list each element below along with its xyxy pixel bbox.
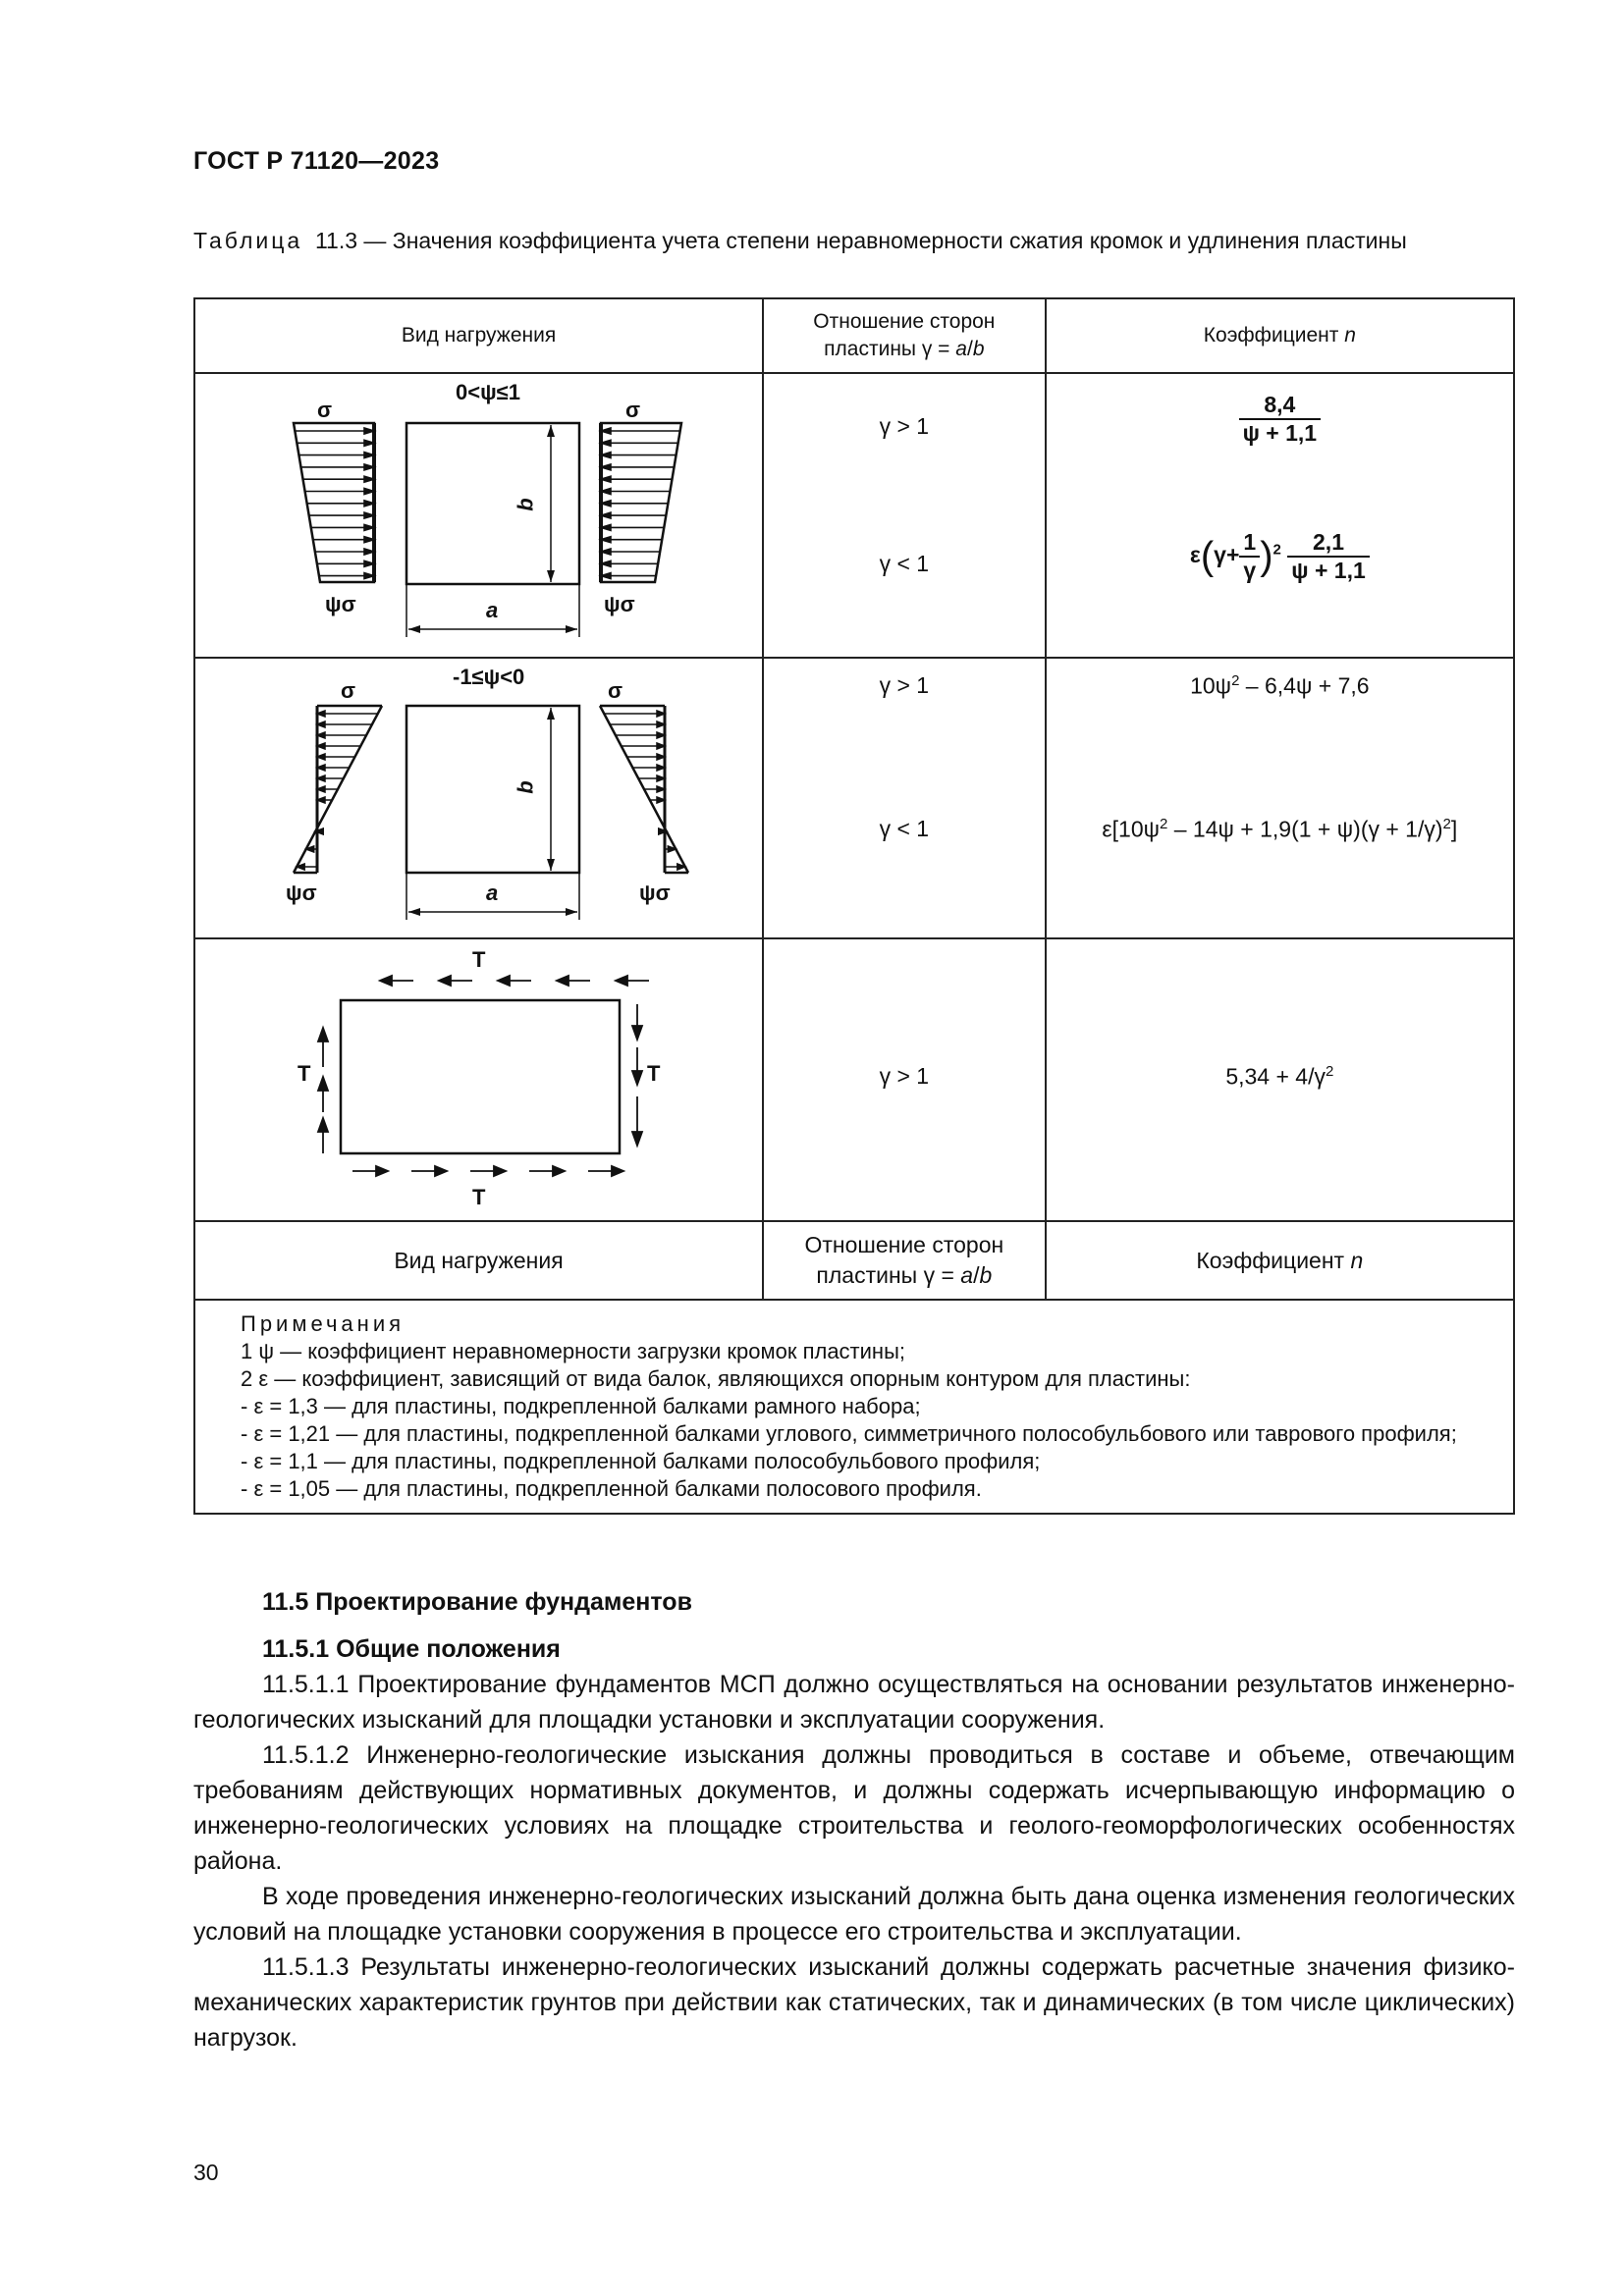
diagram-cell-shear — [194, 938, 763, 1221]
coefficient-formula-2: ε(γ+ $\frac{1}{\gamma}$ )$^2$ $\frac{2,1}{\psi + 1,1}$ — [1047, 529, 1513, 584]
psi-sigma-label-right: ψσ — [604, 592, 635, 616]
ratio-gt-1: γ > 1 — [879, 672, 930, 698]
coefficient-cell — [1046, 373, 1514, 658]
compression-diagram-negative — [195, 659, 765, 937]
coefficient-formula-1: $\frac{8,4}{\psi + 1,1}$ — [1047, 392, 1513, 447]
document-header: ГОСТ Р 71120—2023 — [193, 147, 440, 175]
note-item: - ε = 1,3 — для пластины, подкрепленной балками рамного набора; — [241, 1394, 921, 1418]
table-caption-label: Таблица — [193, 228, 303, 253]
header-ratio: Отношение сторон пластины γ = a/b — [763, 298, 1046, 373]
note-item: 2 ε — коэффициент, зависящий от вида балок, являющихся опорным контуром для пластины: — [241, 1366, 1191, 1391]
right-stress-trapezoid — [601, 423, 681, 582]
table-row — [194, 373, 1514, 658]
footer-ratio: Отношение сторон пластины γ = a/b — [763, 1221, 1046, 1300]
notes-title: Примечания — [241, 1311, 406, 1336]
shear-label-right: T — [647, 1061, 661, 1086]
sigma-label-right: σ — [625, 398, 641, 422]
shear-label-top: T — [472, 947, 486, 972]
ratio-gt-1: γ > 1 — [879, 1063, 930, 1089]
note-item: - ε = 1,21 — для пластины, подкрепленной балками углового, симметричного полособульбового или таврового профиля; — [241, 1421, 1457, 1446]
coefficient-cell — [1046, 938, 1514, 1221]
right-stress-triangle — [600, 706, 688, 873]
diagram-cell-compression-positive — [194, 373, 763, 658]
table-notes — [194, 1300, 1514, 1514]
paragraph: 11.5.1.2 Инженерно-геологические изыскания должны проводиться в составе и объеме, отвечающим требованиям действующих нормативных документов, и должны содержать исчерпывающую информацию о инженерно-геологических условиях на площадке строительства и геолого-геоморфологических особенностях района. — [193, 1741, 1515, 1875]
side-b-label: b — [513, 780, 538, 794]
note-item: - ε = 1,05 — для пластины, подкрепленной балками полосового профиля. — [241, 1476, 982, 1501]
section-title: 11.5 Проектирование фундаментов — [262, 1588, 692, 1616]
coefficient-table — [193, 297, 1515, 1515]
note-item: 1 ψ — коэффициент неравномерности загрузки кромок пластины; — [241, 1339, 905, 1363]
ratio-cell — [763, 373, 1046, 658]
table-caption-text: 11.3 — Значения коэффициента учета степени неравномерности сжатия кромок и удлинения пластины — [314, 228, 1407, 253]
ratio-lt-1: γ < 1 — [879, 816, 930, 841]
psi-sigma-label-left: ψσ — [325, 592, 356, 616]
coefficient-formula-1: $10\psi^2 - 6,4\psi + 7,6$ — [1190, 672, 1370, 699]
coefficient-cell — [1046, 658, 1514, 938]
side-b-label: b — [513, 498, 538, 511]
side-a-label: a — [486, 598, 499, 622]
side-a-label: a — [486, 881, 499, 905]
paragraph: В ходе проведения инженерно-геологических изысканий должна быть дана оценка изменения геологических условий на площадке установки сооружения в процессе его строительства и эксплуатации. — [193, 1883, 1515, 1946]
psi-sigma-label-right: ψσ — [639, 881, 671, 905]
plate-rectangle — [341, 1000, 620, 1153]
ratio-lt-1: γ < 1 — [879, 551, 930, 576]
header-coefficient: Коэффициент n — [1046, 298, 1514, 373]
case-label-positive: 0<ψ≤1 — [456, 380, 520, 404]
coefficient-formula-2: $\varepsilon[10\psi^2 - 14\psi + 1,9(1 + \psi)(\gamma + 1/\gamma)^2]$ — [1102, 816, 1458, 842]
plate-rectangle — [406, 706, 579, 873]
compression-diagram-positive — [195, 374, 765, 657]
plate-rectangle — [406, 423, 579, 584]
shear-label-bottom: T — [472, 1185, 486, 1209]
table-row — [194, 658, 1514, 938]
sigma-label-right: σ — [608, 678, 623, 703]
section-body — [193, 1584, 1515, 2056]
note-item: - ε = 1,1 — для пластины, подкрепленной балками полособульбового профиля; — [241, 1449, 1041, 1473]
coefficient-formula-1: $5,34 + 4/\gamma^2$ — [1225, 1063, 1334, 1090]
table-footer-header-row — [194, 1221, 1514, 1300]
shear-diagram — [195, 939, 765, 1220]
subsection-title: 11.5.1 Общие положения — [262, 1635, 561, 1663]
footer-load-type: Вид нагружения — [194, 1221, 763, 1300]
sigma-label-left: σ — [341, 678, 356, 703]
diagram-cell-compression-negative — [194, 658, 763, 938]
ratio-gt-1: γ > 1 — [879, 413, 930, 439]
sigma-label-left: σ — [317, 398, 333, 422]
table-header-row — [194, 298, 1514, 373]
footer-coefficient: Коэффициент n — [1046, 1221, 1514, 1300]
shear-label-left: T — [298, 1061, 311, 1086]
paragraph: 11.5.1.1 Проектирование фундаментов МСП должно осуществляться на основании результатов инженерно-геологических изысканий для площадки установки и эксплуатации сооружения. — [193, 1671, 1515, 1734]
table-row — [194, 938, 1514, 1221]
ratio-cell — [763, 658, 1046, 938]
header-load-type: Вид нагружения — [194, 298, 763, 373]
psi-sigma-label-left: ψσ — [286, 881, 317, 905]
page-number: 30 — [193, 2160, 219, 2185]
left-stress-triangle — [294, 706, 382, 873]
case-label-negative: -1≤ψ<0 — [453, 665, 525, 689]
paragraph: 11.5.1.3 Результаты инженерно-геологических изысканий должны содержать расчетные значения физико-механических характеристик грунтов при действии как статических, так и динамических (в том числе циклических) нагрузок. — [193, 1953, 1515, 2052]
notes-row — [194, 1300, 1514, 1514]
table-caption — [193, 226, 1509, 255]
ratio-cell — [763, 938, 1046, 1221]
left-stress-trapezoid — [294, 423, 374, 582]
